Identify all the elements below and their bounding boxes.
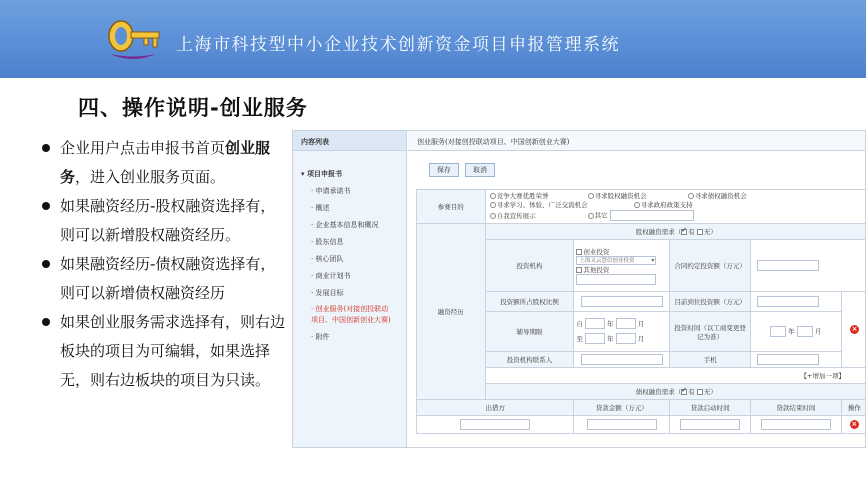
ratio-label: 投资额所占股权比例 <box>485 292 574 312</box>
radio-icon[interactable] <box>688 193 694 199</box>
purpose-label: 参赛目的 <box>417 190 486 224</box>
ratio-input[interactable] <box>581 296 663 307</box>
delete-icon[interactable]: × <box>851 420 858 428</box>
phone-label: 手机 <box>670 352 751 368</box>
bullet-item: 如果融资经历-股权融资选择有，则可以新增股权融资经历。 <box>40 192 286 250</box>
financing-label: 融资经历 <box>417 224 486 400</box>
radio-icon[interactable] <box>490 202 496 208</box>
debt-col-amount: 贷款金额（万元） <box>574 400 670 416</box>
arrived-amount-cell <box>750 292 841 312</box>
sidebar-item-active[interactable]: · 创业服务(对接创投联动项目、中国创新创业大赛) <box>311 305 391 324</box>
radio-icon[interactable] <box>588 213 594 219</box>
checkbox-icon[interactable] <box>697 389 703 395</box>
radio-icon[interactable] <box>490 213 496 219</box>
loan-start-cell <box>670 416 751 434</box>
loan-start-input[interactable] <box>680 419 740 430</box>
invest-time-label: 投资时间（以工商变更登记为准） <box>670 312 751 352</box>
bullet-bold-text: 创业服务 <box>60 139 271 186</box>
radio-icon[interactable] <box>588 193 594 199</box>
from-month-input[interactable] <box>616 318 636 329</box>
agreed-amount-input[interactable] <box>757 260 819 271</box>
sidebar-item[interactable]: · 核心团队 <box>311 255 344 263</box>
purpose-options: 竞争大赛优胜荣誉 寻求股权融资机会 寻求债权融资机会 寻求学习、体验、广泛交流机会 寻求政府政策支持 自我宣传展示 其它 <box>485 190 866 224</box>
invest-time-cell: 年 月 <box>750 312 841 352</box>
to-year-input[interactable] <box>585 333 605 344</box>
invest-month-input[interactable] <box>797 326 813 337</box>
key-logo-icon <box>104 14 162 64</box>
add-item-cell <box>485 368 866 384</box>
sidebar-group[interactable]: ▾ 项目申报书 <box>301 170 342 178</box>
period-label: 辅导期限 <box>485 312 574 352</box>
equity-title: 股权融资需求（✓ 有 无） <box>485 224 866 240</box>
bullet-item: 如果创业服务需求选择有，则右边板块的项目为可编辑，如果选择无，则右边板块的项目为只读。 <box>40 308 286 395</box>
lender-cell <box>417 416 574 434</box>
checkbox-icon[interactable] <box>576 267 582 273</box>
phone-cell <box>750 352 841 368</box>
cancel-button[interactable]: 取消 <box>465 163 495 177</box>
bullet-text: 企业用户点击申报书首页 <box>60 139 226 157</box>
main-panel <box>408 131 866 448</box>
system-title: 上海市科技型中小企业技术创新资金项目申报管理系统 <box>176 35 620 55</box>
debt-col-start: 贷款启动时间 <box>670 400 751 416</box>
contact-input[interactable] <box>581 354 663 365</box>
save-button[interactable]: 保存 <box>429 163 459 177</box>
delete-icon[interactable]: × <box>851 325 858 333</box>
phone-input[interactable] <box>757 354 819 365</box>
checkbox-checked-icon[interactable] <box>681 389 687 395</box>
sidebar-item[interactable]: · 申请承诺书 <box>311 187 351 195</box>
sidebar-item[interactable]: · 股东信息 <box>311 238 344 246</box>
from-year-input[interactable] <box>585 318 605 329</box>
investor-select[interactable]: 上海又云慧信创业投资 ▾ <box>576 256 656 265</box>
arrived-amount-input[interactable] <box>757 296 819 307</box>
debt-col-action: 操作 <box>841 400 866 416</box>
slide-title: 四、操作说明-创业服务 <box>78 96 308 120</box>
radio-icon[interactable] <box>490 193 496 199</box>
sidebar-item[interactable]: · 附件 <box>311 333 330 341</box>
investor-label: 投资机构 <box>485 240 574 292</box>
radio-icon[interactable] <box>634 202 640 208</box>
app-screenshot <box>292 130 866 448</box>
checkbox-icon[interactable] <box>697 229 703 235</box>
sidebar <box>293 131 407 448</box>
checkbox-icon[interactable] <box>576 249 582 255</box>
header-banner <box>0 0 866 78</box>
to-month-input[interactable] <box>616 333 636 344</box>
debt-col-end: 贷款结束时间 <box>750 400 841 416</box>
debt-delete-cell <box>841 416 866 434</box>
bullet-item: 如果融资经历-债权融资选择有，则可以新增债权融资经历 <box>40 250 286 308</box>
debt-title: 债权融资需求（✓ 有 无） <box>485 384 866 400</box>
agreed-amount-cell <box>750 240 866 292</box>
sidebar-item[interactable]: · 企业基本信息和概况 <box>311 221 379 229</box>
loan-amount-input[interactable] <box>587 419 657 430</box>
checkbox-checked-icon[interactable] <box>681 229 687 235</box>
contact-cell <box>574 352 670 368</box>
other-investor-input[interactable] <box>576 274 656 285</box>
other-purpose-input[interactable] <box>610 210 694 221</box>
sidebar-item[interactable]: · 概述 <box>311 204 330 212</box>
period-cell: 自 年 月 至 年 月 <box>574 312 670 352</box>
debt-col-lender: 出借方 <box>417 400 574 416</box>
invest-year-input[interactable] <box>770 326 786 337</box>
add-item-link[interactable]: 【+增加一项】 <box>800 372 845 380</box>
delete-cell <box>841 292 866 368</box>
loan-amount-cell <box>574 416 670 434</box>
main-header: 创业服务(对接创投联动项目、中国创新创业大赛) <box>408 131 866 151</box>
sidebar-item[interactable]: · 发展目标 <box>311 289 344 297</box>
sidebar-group-label: 项目申报书 <box>306 170 342 178</box>
ratio-cell <box>574 292 670 312</box>
lender-input[interactable] <box>460 419 530 430</box>
sidebar-header: 内容列表 <box>293 131 406 151</box>
bullet-item <box>40 134 286 192</box>
service-form <box>416 189 866 434</box>
contact-label: 投资机构联系人 <box>485 352 574 368</box>
loan-end-input[interactable] <box>761 419 831 430</box>
agreed-amount-label: 合同约定投资额（万元） <box>670 240 751 292</box>
bullet-text: ，进入创业服务页面。 <box>75 168 226 186</box>
loan-end-cell <box>750 416 841 434</box>
instruction-list <box>40 134 286 395</box>
investor-cell: 创业投资 上海又云慧信创业投资 ▾ 其他投资 <box>574 240 670 292</box>
sidebar-item[interactable]: · 商业计划书 <box>311 272 351 280</box>
arrived-amount-label: 目前到位投资额（万元） <box>670 292 751 312</box>
